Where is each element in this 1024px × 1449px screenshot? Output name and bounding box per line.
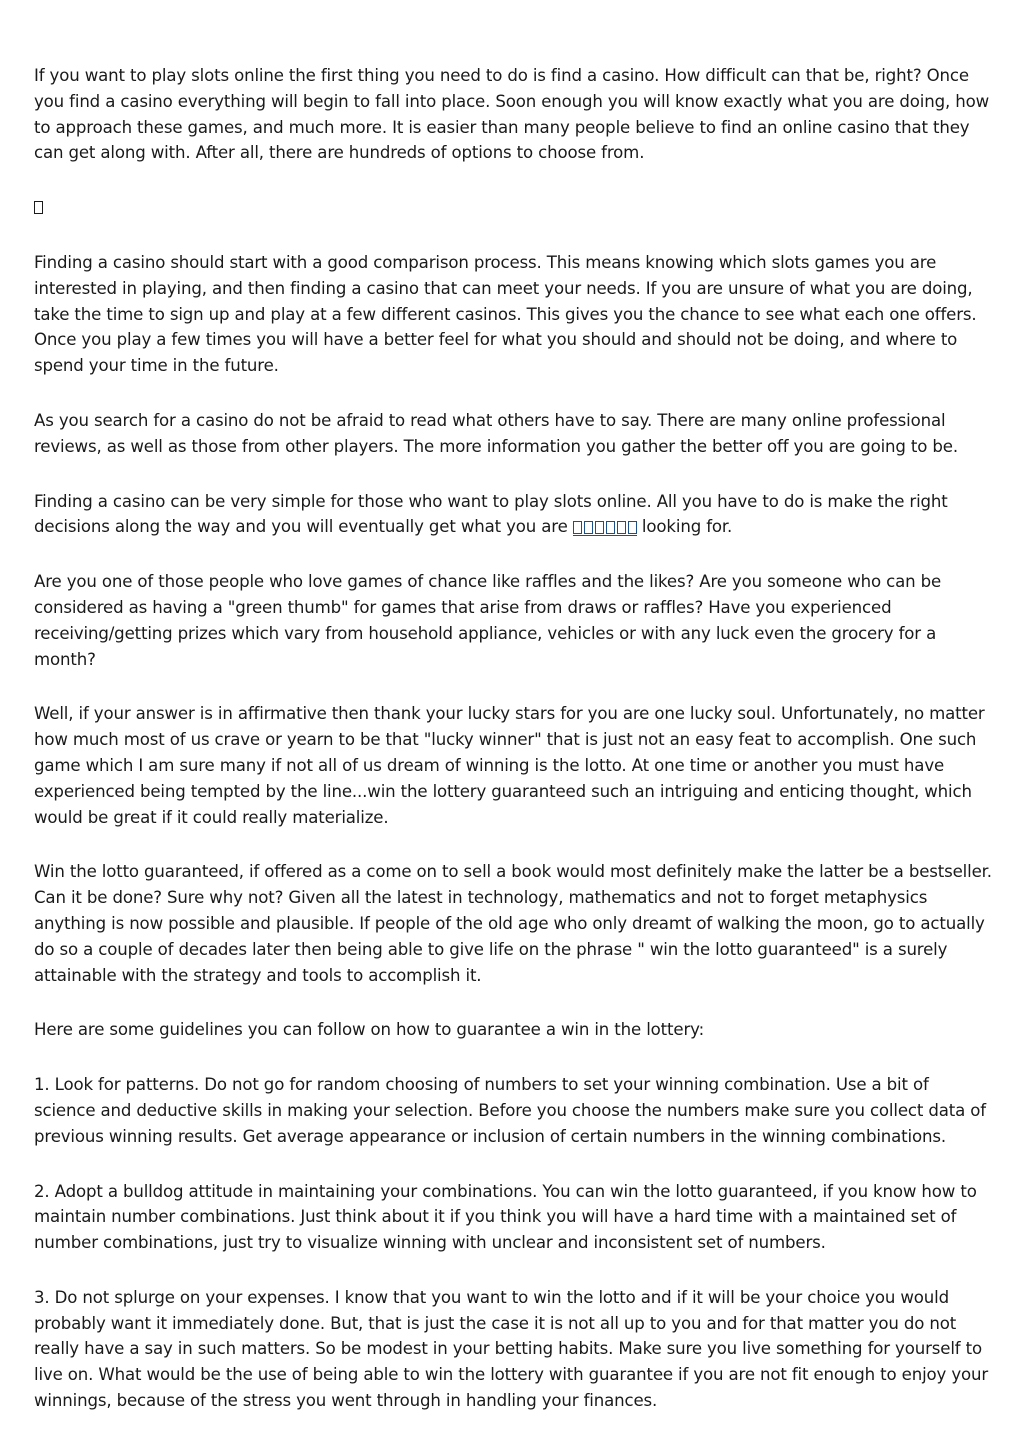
paragraph-comparison: Finding a casino should start with a good comparison process. This means knowing which slots games you are interested in playing, and then finding a casino that can meet your needs. If you are unsure of what you are doing, take the time to sign up and play at a few different casinos. This gives you the chance to see what each one offers. Once you play a few times you will have a better feel for what you should and should not be doing, and where to spend your time in the future. — [34, 252, 977, 376]
missing-glyph-icon — [34, 201, 43, 214]
list-item-patterns: 1. Look for patterns. Do not go for random choosing of numbers to set your winning combination. Use a bit of science and deductive skills in making your selection. Before you choose the numbers make sure you collect data of previous winning results. Get average appearance or inclusion of certain numbers in the winning combinations. — [34, 1075, 986, 1146]
link-glyph-icon — [617, 521, 626, 534]
link-glyph-icon — [606, 521, 615, 534]
paragraph-simple-after: looking for. — [636, 517, 733, 537]
paragraph-lucky-soul: Well, if your answer is in affirmative then thank your lucky stars for you are one lucky soul. Unfortunately, no matter how much most of us crave or yearn to be that "lucky winner" that is just not an easy feat to accomplish. One such game which I am sure many if not all of us dream of winning is the lotto. At one time or another you must have experienced being tempted by the line...win the lottery guaranteed such an intriguing and enticing thought, which would be great if it could really materialize. — [34, 704, 985, 827]
link-glyph-icon — [595, 521, 604, 534]
link-glyph-icon — [573, 521, 582, 534]
link-glyph-icon — [628, 521, 637, 534]
list-item-expenses: 3. Do not splurge on your expenses. I know that you want to win the lotto and if it will be your choice you would probably want it immediately done. But, that is just the case it is not all up to you and for that matter you do not really have a say in such matters. So be modest in your betting habits. Make sure you live something for yourself to live on. What would be the use of being able to win the lottery with guarantee if you are not fit enough to enjoy your winnings, because of the stress you went through in handling your finances. — [34, 1287, 989, 1411]
paragraph-intro: If you want to play slots online the first thing you need to do is find a casino. How difficult can that be, right? Once you find a casino everything will begin to fall into place. Soon enough you will know exactly what you are doing, how to approach these games, and much more. It is easier than many people believe to find an online casino that they can get along with. After all, there are hundreds of options to choose from. — [34, 66, 990, 163]
list-item-bulldog: 2. Adopt a bulldog attitude in maintaining your combinations. You can win the lotto guaranteed, if you know how to maintain number combinations. Just think about it if you think you will have a hard time with a maintained set of number combinations, just try to visualize winning with unclear and inconsistent set of numbers. — [34, 1181, 977, 1253]
paragraph-simple — [34, 489, 994, 541]
link-glyph-icon — [584, 521, 593, 534]
missing-image-placeholder — [34, 195, 994, 221]
inline-link[interactable] — [573, 521, 637, 536]
paragraph-reviews: As you search for a casino do not be afraid to read what others have to say. There are many online professional reviews, as well as those from other players. The more information you gather the better off you are going to be. — [34, 410, 958, 456]
paragraph-guidelines-intro: Here are some guidelines you can follow on how to guarantee a win in the lottery: — [34, 1020, 705, 1040]
document-body — [34, 63, 994, 1443]
paragraph-games-of-chance: Are you one of those people who love games of chance like raffles and the likes? Are you someone who can be considered as having a "green thumb" for games that arise from draws or raffles? Have you experienced receiving/getting prizes which vary from household appliance, vehicles or with any luck even the grocery for a month? — [34, 572, 942, 669]
paragraph-simple-before: Finding a casino can be very simple for those who want to play slots online. All you have to do is make the right decisions along the way and you will eventually get what you are — [34, 491, 948, 537]
paragraph-bestseller: Win the lotto guaranteed, if offered as a come on to sell a book would most definitely make the latter be a bestseller. Can it be done? Sure why not? Given all the latest in technology, mathematics and not to forget metaphysics anything is now possible and plausible. If people of the old age who only dreamt of walking the moon, go to actually do so a couple of decades later then being able to give life on the phrase " win the lotto guaranteed" is a surely attainable with the strategy and tools to accomplish it. — [34, 862, 992, 985]
